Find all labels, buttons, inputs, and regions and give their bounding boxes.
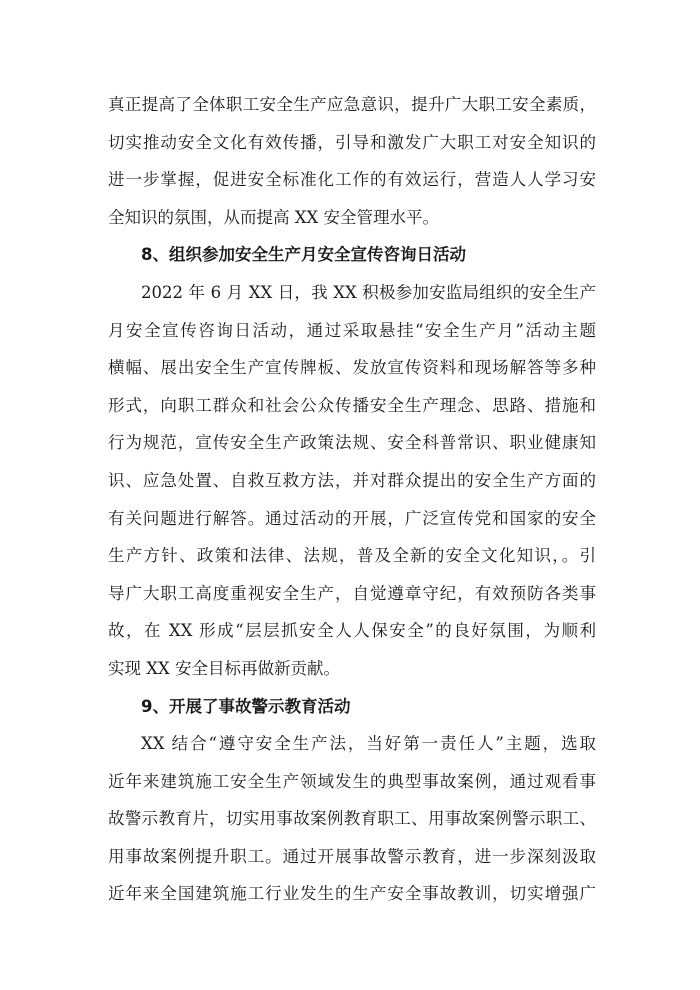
text-line: 切实推动安全文化有效传播，引导和激发广大职工对安全知识的 xyxy=(108,132,596,152)
text-line: 月安全宣传咨询日活动，通过采取悬挂“安全生产月”活动主题 xyxy=(108,320,596,340)
text-line: 横幅、展出安全生产宣传牌板、发放宣传资料和现场解答等多种 xyxy=(108,358,596,378)
section-9-heading: 9、开展了事故警示教育活动 xyxy=(141,696,351,716)
text-line: XX 结合“遵守安全生产法，当好第一责任人”主题，选取 xyxy=(141,734,596,754)
text-line: 识、应急处置、自救互救方法，并对群众提出的安全生产方面的 xyxy=(108,470,596,490)
text-line: 全知识的氛围，从而提高 XX 安全管理水平。 xyxy=(108,207,439,227)
section-8-heading: 8、组织参加安全生产月安全宣传咨询日活动 xyxy=(141,245,466,265)
text-line: 有关问题进行解答。通过活动的开展，广泛宣传党和国家的安全 xyxy=(108,508,596,528)
text-line: 真正提高了全体职工安全生产应急意识，提升广大职工安全素质， xyxy=(108,95,596,114)
text-line: 故，在 XX 形成“层层抓安全人人保安全”的良好氛围，为顺利 xyxy=(108,621,596,641)
text-line: 行为规范，宣传安全生产政策法规、安全科普常识、职业健康知 xyxy=(108,433,596,453)
section-8-paragraph xyxy=(108,274,596,688)
text-line: 2022 年 6 月 XX 日，我 XX 积极参加安监局组织的安全生产 xyxy=(141,282,596,302)
text-line: 用事故案例提升职工。通过开展事故警示教育，进一步深刻汲取 xyxy=(108,846,596,866)
text-line: 近年来建筑施工安全生产领域发生的典型事故案例，通过观看事 xyxy=(108,771,596,791)
document-body xyxy=(108,86,596,913)
paragraph-intro xyxy=(108,86,596,236)
text-line: 生产方针、政策和法律、法规，普及全新的安全文化知识，。引 xyxy=(108,546,596,566)
text-line: 实现 XX 安全目标再做新贡献。 xyxy=(108,658,340,678)
section-9-paragraph xyxy=(108,725,596,913)
text-line: 导广大职工高度重视安全生产，自觉遵章守纪，有效预防各类事 xyxy=(108,583,596,603)
text-line: 进一步掌握，促进安全标准化工作的有效运行，营造人人学习安 xyxy=(108,170,596,190)
text-line: 故警示教育片，切实用事故案例教育职工、用事故案例警示职工、 xyxy=(108,809,596,829)
text-line: 近年来全国建筑施工行业发生的生产安全事故教训，切实增强广 xyxy=(108,884,596,904)
text-line: 形式，向职工群众和社会公众传播安全生产理念、思路、措施和 xyxy=(108,395,596,415)
